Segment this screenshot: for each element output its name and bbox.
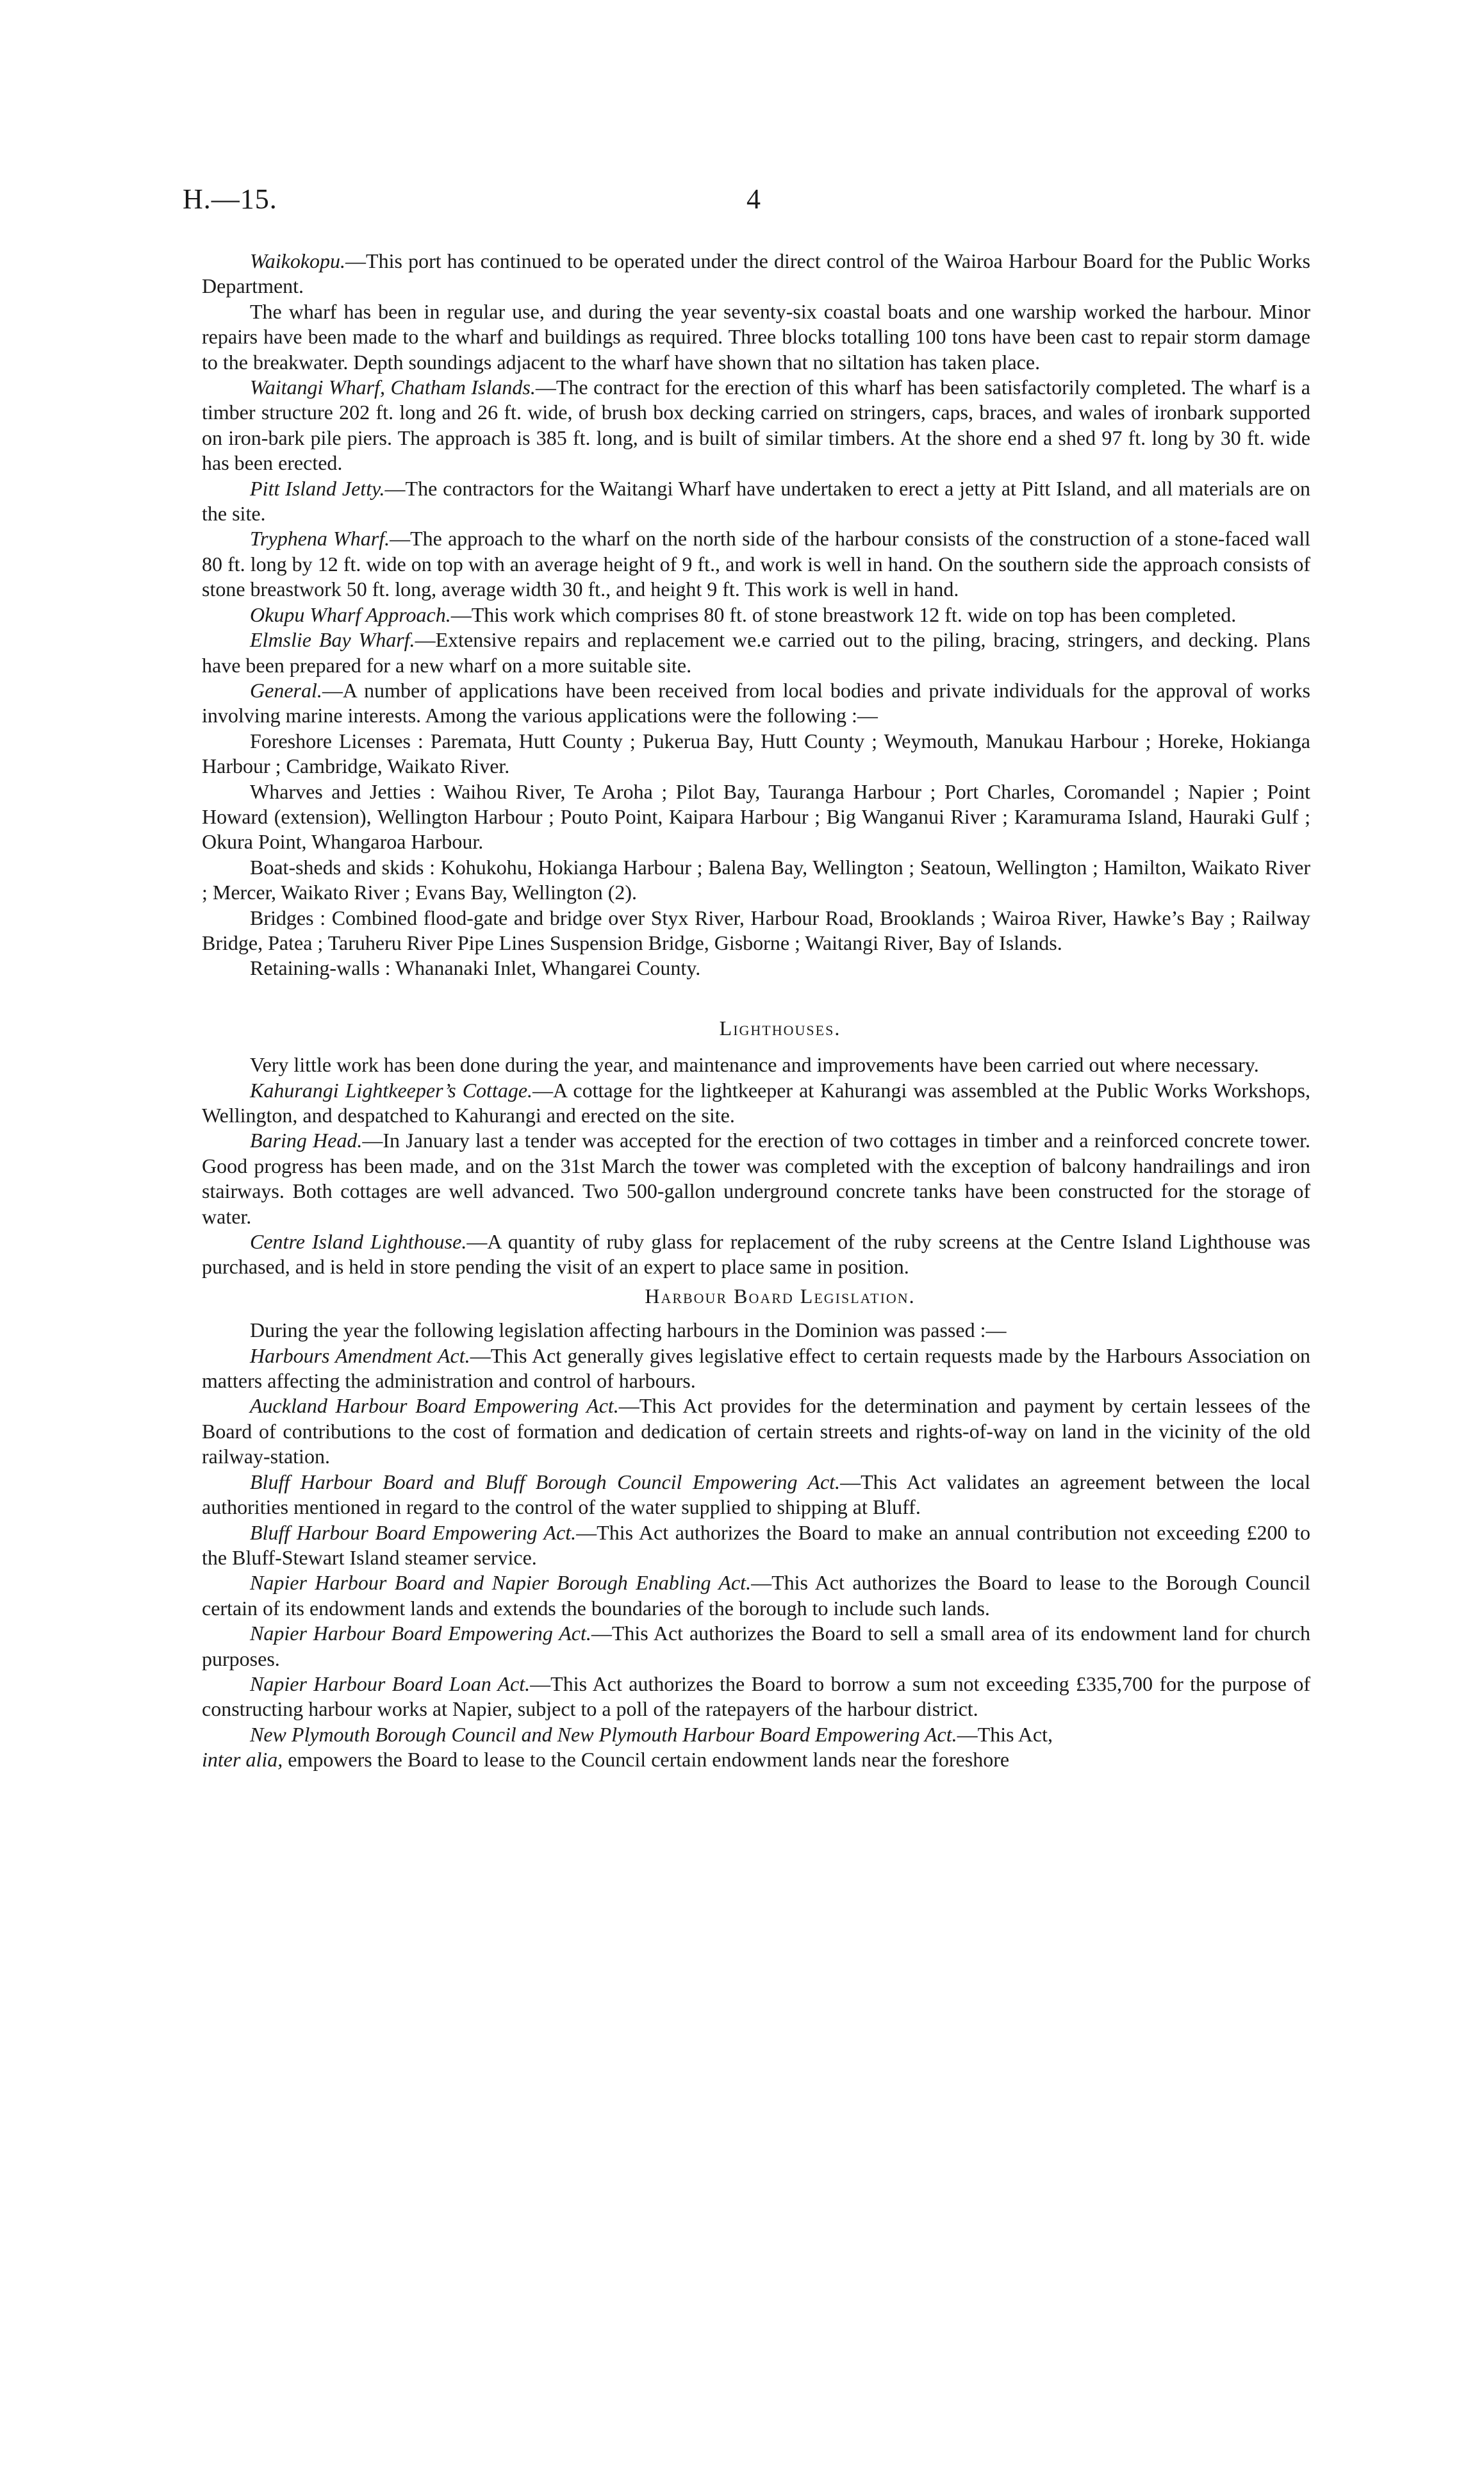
paragraph [202, 678, 1310, 729]
paragraph [202, 249, 1310, 299]
paragraph [202, 1393, 1310, 1469]
paragraph-text: —This Act authorizes the Board to make an annual contribution not exceeding £200 to the Bluff-Stewart Island steamer service. [202, 1520, 1310, 1569]
paragraph-text: —A number of applications have been received from local bodies and private individuals for the approval of works involving marine interests. Among the various applications were the following :— [202, 678, 1310, 727]
paragraph-text: Retaining-walls : Whananaki Inlet, Whangarei County. [250, 956, 701, 980]
paragraph-text: —This Act authorizes the Board to lease to the Borough Council certain of its endowment lands and extends the boundaries of the borough to include such lands. [202, 1571, 1311, 1620]
paragraph-text: —A quantity of ruby glass for replacement of the ruby screens at the Centre Island Lighthouse was purchased, and is held in store pending the visit of an expert to place same in position. [202, 1230, 1311, 1279]
paragraph-text: —The contract for the erection of this wharf has been satisfactorily completed. The wharf is a timber structure 202 ft. long and 26 ft. wide, of brush box decking carried on stringers, caps, braces, and wales of ironbark supported on iron-bark pile piers. The approach is 385 ft. long, and is built of similar timbers. At the shore end a shed 97 ft. long by 30 ft. wide has been erected. [202, 376, 1311, 475]
paragraph-text: Very little work has been done during the year, and maintenance and improvements have been carried out where necessary. [250, 1053, 1259, 1077]
paragraph-text: The wharf has been in regular use, and during the year seventy-six coastal boats and one warship worked the harbour. Minor repairs have been made to the wharf and buildings as required. Three blocks totalling 100 tons have been cast to repair storm damage to the breakwater. Depth soundings adjacent to the wharf have shown that no siltation has taken place. [202, 299, 1310, 374]
paragraph [202, 375, 1310, 476]
paragraph-lead: inter alia, [202, 1748, 283, 1772]
paragraph-lead: Bluff Harbour Board and Bluff Borough Council Empowering Act. [250, 1470, 841, 1493]
section-heading-legislation: Harbour Board Legislation. [645, 1284, 916, 1308]
paragraph-lead: General. [250, 678, 322, 702]
paragraph [202, 1672, 1310, 1722]
paragraph-text: —This work which comprises 80 ft. of stone breastwork 12 ft. wide on top has been completed. [450, 602, 1237, 626]
paragraph-lead: Waitangi Wharf, Chatham Islands. [250, 376, 536, 399]
paragraph-text: —The contractors for the Waitangi Wharf have undertaken to erect a jetty at Pitt Island, and all materials are on the site. [202, 476, 1311, 526]
paragraph [202, 1318, 1310, 1343]
paragraph-lead: Napier Harbour Board Empowering Act. [250, 1622, 591, 1645]
paragraph [202, 627, 1310, 678]
paragraph-text: —This port has continued to be operated under the direct control of the Wairoa Harbour Board for the Public Works Department. [202, 249, 1310, 298]
paragraph-lead: Tryphena Wharf. [250, 527, 390, 551]
paragraph-text: —This Act, [957, 1722, 1053, 1746]
paragraph-lead: Pitt Island Jetty. [250, 476, 385, 500]
paragraph-lead: Waikokopu. [250, 249, 346, 272]
paragraph-lead: Okupu Wharf Approach. [250, 602, 451, 626]
paragraph-text: Foreshore Licenses : Paremata, Hutt County ; Pukerua Bay, Hutt County ; Weymouth, Manukau Harbour ; Horeke, Hokianga Harbour ; Cambridge, Waikato River. [202, 729, 1310, 778]
paragraph [202, 1520, 1310, 1571]
paragraph-continuation [202, 1747, 1310, 1772]
paragraph-text: —In January last a tender was accepted for the erection of two cottages in timber and a reinforced concrete tower. Good progress has been made, and on the 31st March the tower was completed with the exception of balcony handrailings and iron stairways. Both cottages are well advanced. Two 500-gallon underground concrete tanks have been constructed for the storage of water. [202, 1129, 1311, 1228]
paragraph-text: During the year the following legislation affecting harbours in the Dominion was passed :— [250, 1318, 1007, 1342]
paragraph [202, 1621, 1310, 1672]
paragraph-lead: Napier Harbour Board Loan Act. [250, 1672, 531, 1695]
paragraph-text: —This Act authorizes the Board to sell a small area of its endowment land for church purposes. [202, 1622, 1311, 1670]
paragraph-text: —The approach to the wharf on the north side of the harbour consists of the construction of a stone-faced wall 80 ft. long by 12 ft. wide on top with an average height of 9 ft., and work is well in hand. On the southern side the approach consists of stone breastwork 50 ft. long, average width 30 ft., and height 9 ft. This work is well in hand. [202, 527, 1311, 601]
paragraph-text: —Extensive repairs and replacement we.e carried out to the piling, bracing, stringers, and decking. Plans have been prepared for a new wharf on a more suitable site. [202, 628, 1311, 677]
paragraph-text: —A cottage for the lightkeeper at Kahurangi was assembled at the Public Works Workshops, Wellington, and despatched to Kahurangi and erected on the site. [202, 1078, 1311, 1127]
paragraph [202, 526, 1310, 602]
paragraph [202, 1078, 1310, 1129]
paragraph-text: Bridges : Combined flood-gate and bridge over Styx River, Harbour Road, Brooklands ; Wairoa River, Hawke’s Bay ; Railway Bridge, Patea ; Taruheru River Pipe Lines Suspension Bridge, Gisborne ; Waitangi River, Bay of Islands. [202, 906, 1310, 954]
list-paragraph [202, 729, 1310, 779]
paragraph-text: —This Act authorizes the Board to borrow a sum not exceeding £335,700 for the purpose of constructing harbour works at Napier, subject to a poll of the ratepayers of the harbour district. [202, 1672, 1311, 1721]
paragraph-lead: Baring Head. [250, 1129, 363, 1152]
paragraph [202, 476, 1310, 527]
list-paragraph [202, 906, 1310, 956]
document-body [202, 249, 1310, 1773]
paragraph [202, 1470, 1310, 1520]
paragraph-lead: Napier Harbour Board and Napier Borough Enabling Act. [250, 1571, 752, 1595]
paragraph [202, 1570, 1310, 1621]
document-reference: H.—15. [183, 183, 277, 215]
paragraph-lead: Kahurangi Lightkeeper’s Cottage. [250, 1078, 533, 1102]
paragraph [202, 1128, 1310, 1229]
paragraph [202, 1052, 1310, 1077]
page-header [183, 183, 1310, 221]
paragraph-text: empowers the Board to lease to the Council certain endowment lands near the foreshore [283, 1748, 1010, 1772]
paragraph-lead: Harbours Amendment Act. [250, 1343, 470, 1367]
list-paragraph [202, 956, 1310, 981]
paragraph-lead: Bluff Harbour Board Empowering Act. [250, 1520, 577, 1544]
paragraph [202, 299, 1310, 375]
paragraph-text: Boat-sheds and skids : Kohukohu, Hokianga Harbour ; Balena Bay, Wellington ; Seatoun, Wellington ; Hamilton, Waikato River ; Mercer, Waikato River ; Evans Bay, Wellington (2). [202, 855, 1310, 904]
page-number: 4 [746, 183, 761, 215]
paragraph [202, 1229, 1310, 1280]
paragraph [202, 1343, 1310, 1394]
paragraph-text: —This Act generally gives legislative effect to certain requests made by the Harbours Association on matters affecting the administration and control of harbours. [202, 1343, 1311, 1393]
section-heading-lighthouses: Lighthouses. [719, 1016, 841, 1040]
paragraph-lead: Auckland Harbour Board Empowering Act. [250, 1394, 619, 1418]
paragraph-text: —This Act provides for the determination and payment by certain lessees of the Board of contributions to the cost of formation and dedication of certain streets and rights-of-way on land in the vicinity of the old railway-station. [202, 1394, 1311, 1468]
paragraph [202, 602, 1310, 627]
list-paragraph [202, 779, 1310, 855]
paragraph [202, 1722, 1310, 1747]
paragraph-lead: Elmslie Bay Wharf. [250, 628, 415, 652]
paragraph-text: —This Act validates an agreement between the local authorities mentioned in regard to the control of the water supplied to shipping at Bluff. [202, 1470, 1311, 1519]
list-paragraph [202, 855, 1310, 906]
paragraph-lead: Centre Island Lighthouse. [250, 1230, 467, 1254]
paragraph-lead: New Plymouth Borough Council and New Plymouth Harbour Board Empowering Act. [250, 1722, 957, 1746]
paragraph-text: Wharves and Jetties : Waihou River, Te Aroha ; Pilot Bay, Tauranga Harbour ; Port Charles, Coromandel ; Napier ; Point Howard (extension), Wellington Harbour ; Pouto Point, Kaipara Harbour ; Big Wanganui River ; Karamurama Island, Hauraki Gulf ; Okura Point, Whangaroa Harbour. [202, 779, 1310, 854]
